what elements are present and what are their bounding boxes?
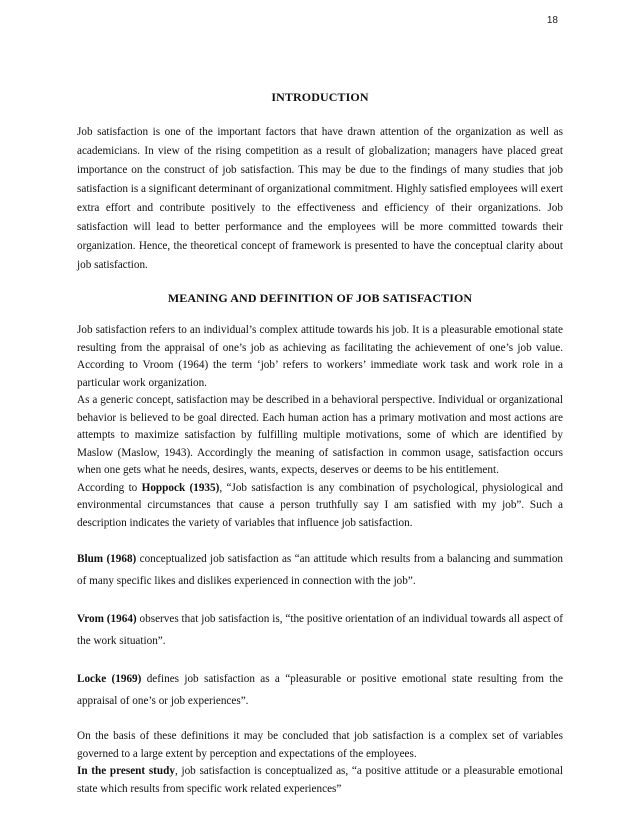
conclusion-paragraph: On the basis of these definitions it may be concluded that job satisfaction is a complex set of variables governed to a large extent by perception and expectations of the employees. [77, 730, 563, 760]
introduction-heading: INTRODUCTION [271, 90, 369, 104]
definition-text: observes that job satisfaction is, “the positive orientation of an individual towards all aspect of the work situation”. [77, 613, 563, 647]
definition-blum [77, 548, 563, 592]
present-study-label: In the present study [77, 765, 175, 777]
definition-author: Vrom (1964) [77, 613, 137, 625]
definition-locke [77, 668, 563, 712]
meaning-paragraph-2: As a generic concept, satisfaction may be described in a behavioral perspective. Individual or organizational behavior is believed to be goal directed. Each human action has a primary motivation and most actions are attempts to maximize satisfaction by fulfilling multiple motivations, some of which are identified by Maslow (Maslow, 1943). Accordingly the meaning of satisfaction in common usage, satisfaction occurs when one gets what he needs, desires, wants, expects, deserves or deems to be his entitlement. [77, 394, 563, 476]
present-study-text: , job satisfaction is conceptualized as, “a positive attitude or a pleasurable emotional state which results from specific work related experiences” [77, 765, 563, 795]
page-number: 18 [546, 15, 558, 26]
definition-text: conceptualized job satisfaction as “an attitude which results from a balancing and summation of many specific likes and dislikes experienced in connection with the job”. [77, 553, 564, 587]
definition-vrom [77, 608, 563, 652]
hoppock-prefix: According to [77, 481, 142, 494]
meaning-paragraph-1: Job satisfaction refers to an individual’s complex attitude towards his job. It is a pleasurable emotional state resulting from the appraisal of one’s job as achieving as facilitating the achievement of one’s job value. According to Vroom (1964) the term ‘job’ refers to workers’ immediate work task and work role in a particular work organization. [77, 324, 563, 389]
hoppock-paragraph [77, 480, 563, 533]
hoppock-text: , “Job satisfaction is any combination of psychological, physiological and environmental circumstances that cause a person truthfully say I am satisfied with my job”. Such a description indicates the variety of variables that influence job satisfaction. [77, 481, 564, 529]
definition-text: defines job satisfaction as a “pleasurable or positive emotional state resulting from the appraisal of one’s or job experiences”. [77, 673, 563, 707]
introduction-paragraph: Job satisfaction is one of the important factors that have drawn attention of the organization as well as academicians. In view of the rising competition as a result of globalization; managers have placed great importance on the construct of job satisfaction. This may be due to the findings of many studies that job satisfaction is a significant determinant of organizational commitment. Highly satisfied employees will exert extra effort and contribute positively to the effectiveness and efficiency of their organizations. Job satisfaction will lead to better performance and the employees will be more committed towards their organization. Hence, the theoretical concept of framework is presented to have the conceptual clarity about job satisfaction. [77, 126, 564, 271]
hoppock-author: Hoppock (1935) [141, 481, 220, 494]
present-study-paragraph [77, 763, 563, 798]
document-body [77, 90, 563, 798]
meaning-heading: MEANING AND DEFINITION OF JOB SATISFACTION [167, 291, 473, 305]
definition-author: Blum (1968) [77, 553, 137, 565]
definition-author: Locke (1969) [77, 673, 142, 685]
